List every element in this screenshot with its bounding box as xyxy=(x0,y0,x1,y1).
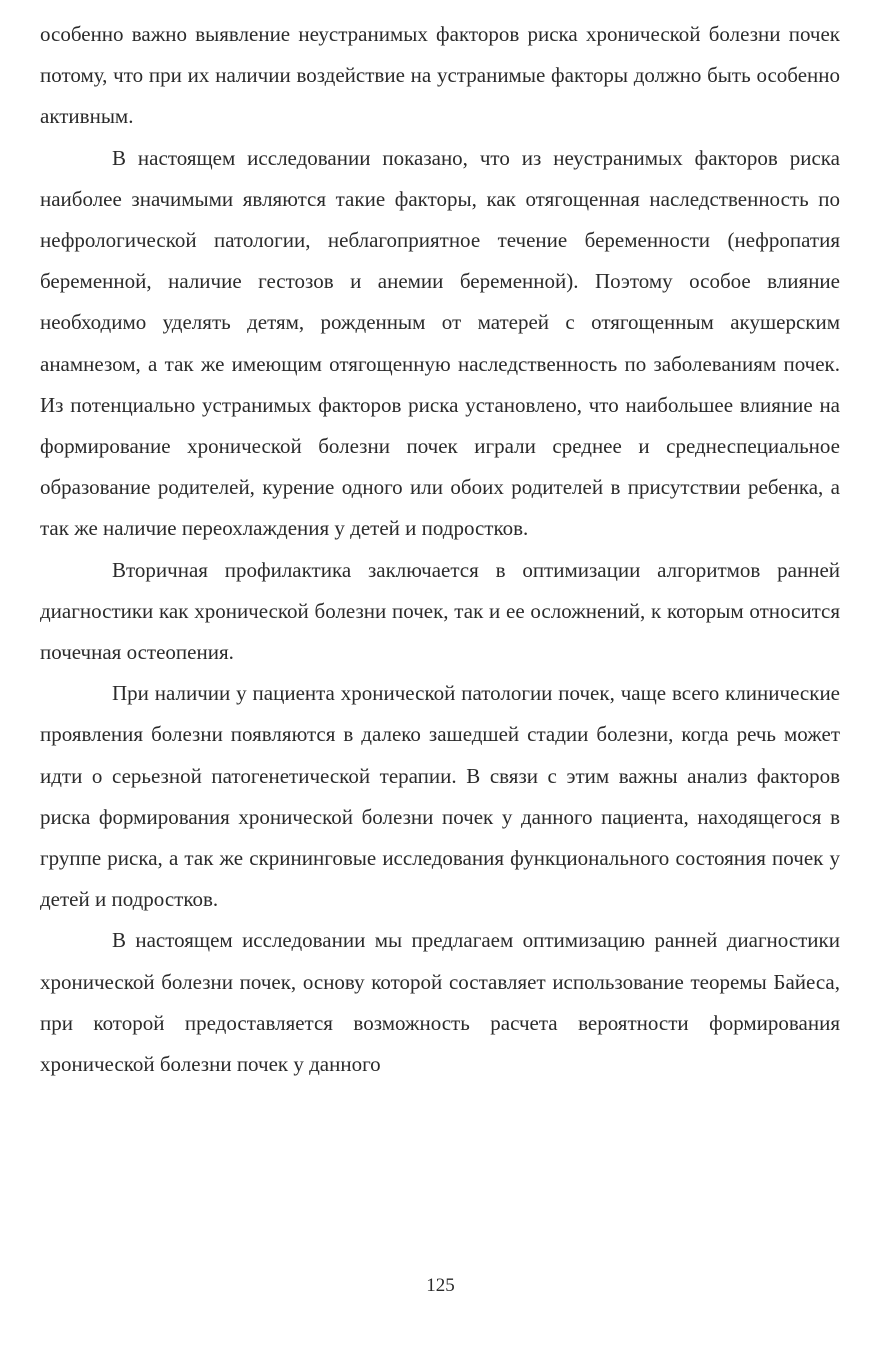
paragraph-secondary-prevention: Вторичная профилактика заключается в оптимизации алгоритмов ранней диагностики как хронической болезни почек, так и ее осложнений, к которым относится почечная остеопения. xyxy=(40,557,840,665)
page-number: 125 xyxy=(426,1275,455,1296)
paragraph-bayes-theorem: В настоящем исследовании мы предлагаем оптимизацию ранней диагностики хронической болезни почек, основу которой составляет использование теоремы Байеса, при которой предоставляется возможность расчета вероятности формирования хронической болезни почек у данного xyxy=(40,928,840,1077)
paragraph-risk-factors: В настоящем исследовании показано, что из неустранимых факторов риска наиболее значимыми являются такие факторы, как отягощенная наследственность по нефрологической патологии, неблагоприятное течение беременности (нефропатия беременной, наличие гестозов и анемии беременной). Поэтому особое влияние необходимо уделять детям, рожденным от матерей с отягощенным акушерским анамнезом, а так же имеющим отягощенную наследственность по заболеваниям почек. Из потенциально устранимых факторов риска установлено, что наибольшее влияние на формирование хронической болезни почек играли среднее и среднеспециальное образование родителей, курение одного или обоих родителей в присутствии ребенка, а так же наличие переохлаждения у детей и подростков. xyxy=(40,145,840,541)
body-text xyxy=(40,14,840,1085)
paragraph-continuation: особенно важно выявление неустранимых факторов риска хронической болезни почек потому, что при их наличии воздействие на устранимые факторы должно быть особенно активным. xyxy=(40,22,840,129)
paragraph-clinical-manifestations: При наличии у пациента хронической патологии почек, чаще всего клинические проявления болезни появляются в далеко зашедшей стадии болезни, когда речь может идти о серьезной патогенетической терапии. В связи с этим важны анализ факторов риска формирования хронической болезни почек у данного пациента, находящегося в группе риска, а так же скрининговые исследования функционального состояния почек у детей и подростков. xyxy=(40,681,840,912)
